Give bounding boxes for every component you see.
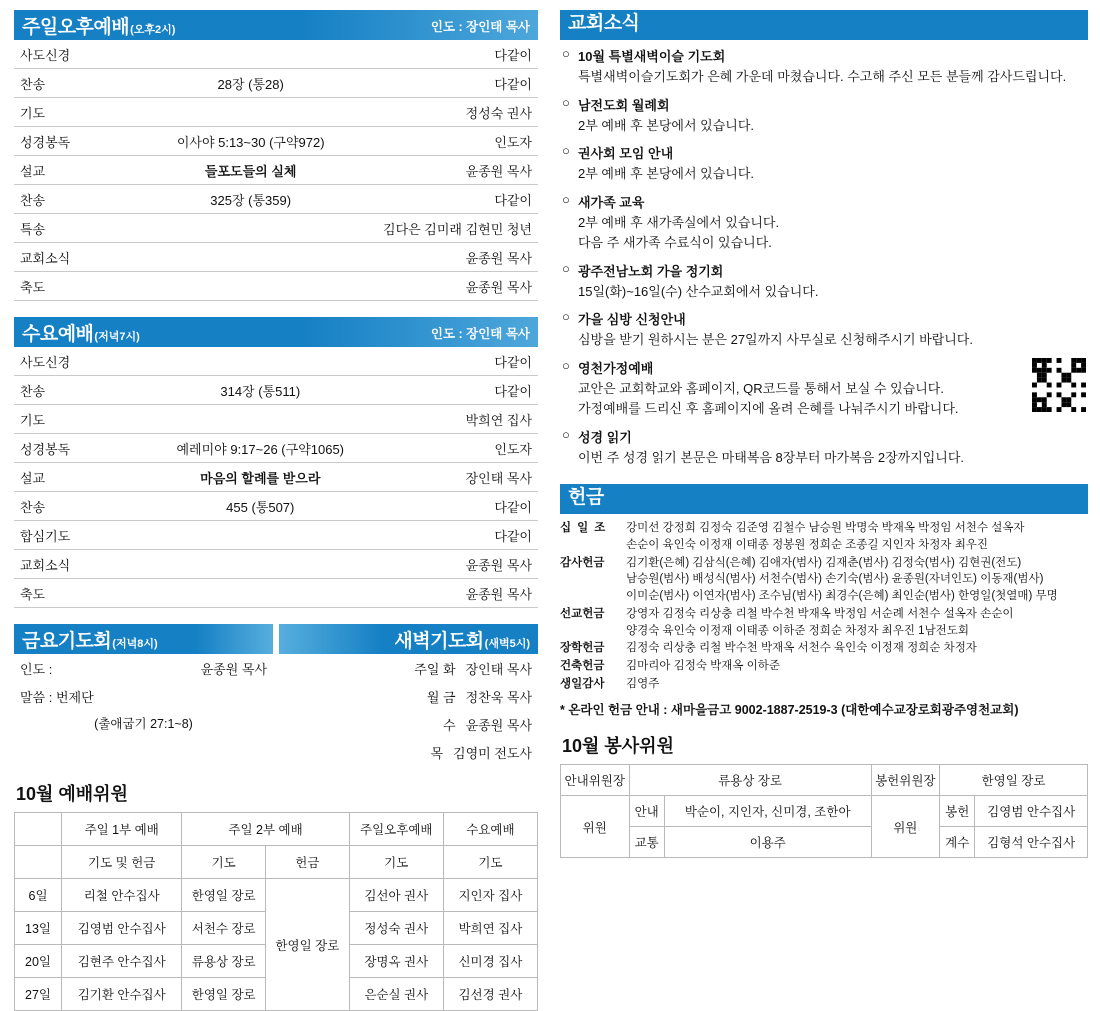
team-header-row xyxy=(561,765,1088,796)
offering-row xyxy=(560,555,1088,605)
team-header-cell: 한영일 장로 xyxy=(940,765,1088,796)
order-cell-c3: 인도자 xyxy=(391,434,538,463)
right-column xyxy=(560,10,1088,858)
offering-name-line: 이미순(범사) 이연자(범사) 조수님(범사) 최경수(은혜) 최인순(범사) 한영일(첫열매) 무명 xyxy=(626,590,1058,603)
roster-subheader-row xyxy=(15,846,538,879)
order-cell-c1: 축도 xyxy=(14,272,124,301)
order-cell-c2: 314장 (통511) xyxy=(129,376,391,405)
roster-table xyxy=(14,812,538,1011)
order-cell-c3: 다같이 xyxy=(391,521,538,550)
order-cell-c3: 인도자 xyxy=(377,127,538,156)
friday-prayer-value: 윤종원 목사 xyxy=(200,662,267,677)
order-cell-c2: 들포도들의 실체 xyxy=(124,156,377,185)
roster-row xyxy=(15,879,538,912)
friday-prayer-key: 말씀 : 번제단 xyxy=(20,690,94,705)
news-item-title: ○ 권사회 모임 안내 xyxy=(562,143,674,162)
order-cell-c2: 이사야 5:13~30 (구약972) xyxy=(124,127,377,156)
order-cell-c3: 윤종원 목사 xyxy=(377,272,538,301)
bullet-circle-icon: ○ xyxy=(562,46,570,61)
section-header-news xyxy=(560,10,1088,40)
order-row xyxy=(14,214,538,243)
order-cell-c1: 사도신경 xyxy=(14,347,129,376)
news-item xyxy=(560,95,1088,135)
offering-title: 헌금 xyxy=(568,487,604,509)
bullet-circle-icon: ○ xyxy=(562,143,570,159)
team-left-names: 박순이, 지인자, 신미경, 조한아 xyxy=(664,796,871,827)
news-item-title: ○ 가을 심방 신청안내 xyxy=(562,309,686,328)
roster-subheader-cell: 기도 xyxy=(182,846,266,879)
dawn-prayer-value: 정찬욱 목사 xyxy=(465,690,532,705)
order-cell-c2 xyxy=(124,214,377,243)
bullet-circle-icon: ○ xyxy=(562,357,570,373)
order-cell-c2 xyxy=(124,272,377,301)
team-header-cell: 안내위원장 xyxy=(561,765,630,796)
section-header-wednesday xyxy=(14,317,538,347)
order-cell-c1: 교회소식 xyxy=(14,243,124,272)
roster-wednesday-service: 지인자 집사 xyxy=(443,879,537,912)
wednesday-order-table xyxy=(14,347,538,608)
order-cell-c3: 정성숙 권사 xyxy=(377,98,538,127)
offering-name-line: 김영주 xyxy=(626,677,660,690)
order-row xyxy=(14,405,538,434)
roster-header-cell: 수요예배 xyxy=(443,813,537,846)
order-cell-c2 xyxy=(124,40,377,69)
team-right-role: 봉헌 xyxy=(940,796,975,827)
offering-name-line: 김정숙 리상충 리철 박수천 박재옥 서천수 육인숙 이정재 정희순 차정자 xyxy=(626,642,977,655)
news-title: 교회소식 xyxy=(568,13,640,34)
roster-afternoon-service: 은순실 권사 xyxy=(349,978,443,1011)
order-cell-c1: 찬송 xyxy=(14,492,129,521)
sunday-pm-title: 주일오후예배 xyxy=(22,17,130,38)
news-item-title: ○ 영천가정예배 xyxy=(562,357,654,376)
order-cell-c2 xyxy=(124,98,377,127)
dawn-prayer-row xyxy=(279,710,538,738)
order-row xyxy=(14,156,538,185)
news-item-line: 2부 예배 후 본당에서 있습니다. xyxy=(578,166,754,182)
prayer-content xyxy=(14,654,538,766)
order-row xyxy=(14,579,538,608)
order-row xyxy=(14,550,538,579)
order-cell-c3: 다같이 xyxy=(377,185,538,214)
news-item xyxy=(560,358,1088,418)
order-cell-c3: 다같이 xyxy=(391,492,538,521)
roster-header-cell xyxy=(15,813,62,846)
order-row xyxy=(14,463,538,492)
order-row xyxy=(14,434,538,463)
offering-names xyxy=(626,520,1088,553)
dawn-prayer-key: 월 금 xyxy=(426,690,456,705)
sunday-pm-leader: 인도 : 장인태 목사 xyxy=(430,20,530,34)
news-item-line: 특별새벽이슬기도회가 은혜 가운데 마쳤습니다. 수고해 주신 모든 분들께 감사드립니다. xyxy=(578,69,1067,84)
friday-prayer-time: (저녁8시) xyxy=(112,638,158,650)
order-cell-c2: 455 (통507) xyxy=(129,492,391,521)
order-cell-c1: 성경봉독 xyxy=(14,127,124,156)
team-table xyxy=(560,764,1088,858)
roster-wednesday-service: 김선경 권사 xyxy=(443,978,537,1011)
roster-header-row xyxy=(15,813,538,846)
order-cell-c1: 설교 xyxy=(14,156,124,185)
order-cell-c2: 28장 (통28) xyxy=(124,69,377,98)
dawn-prayer-row xyxy=(279,654,538,682)
friday-prayer-note: (출애굽기 27:1~8) xyxy=(94,717,193,731)
offering-category-label: 생일감사 xyxy=(560,677,605,690)
order-row xyxy=(14,69,538,98)
team-right-role: 계수 xyxy=(940,827,975,858)
friday-prayer-row xyxy=(14,682,273,710)
news-item xyxy=(560,46,1088,86)
roster-second-service-prayer: 서천수 장로 xyxy=(182,912,266,945)
order-cell-c1: 기도 xyxy=(14,98,124,127)
order-cell-c2: 예레미야 9:17~26 (구약1065) xyxy=(129,434,391,463)
friday-prayer-row xyxy=(14,654,273,682)
wednesday-title: 수요예배 xyxy=(22,324,94,345)
news-item xyxy=(560,427,1088,467)
order-row xyxy=(14,243,538,272)
order-cell-c2 xyxy=(129,550,391,579)
team-left-role: 교통 xyxy=(629,827,664,858)
order-cell-c3: 다같이 xyxy=(391,376,538,405)
offering-row xyxy=(560,640,1088,657)
order-cell-c3: 윤종원 목사 xyxy=(391,550,538,579)
news-item-title: ○ 광주전남노회 가을 정기회 xyxy=(562,260,724,279)
team-header-cell: 봉헌위원장 xyxy=(871,765,940,796)
news-item-line: 이번 주 성경 읽기 본문은 마태복음 8장부터 마가복음 2장까지입니다. xyxy=(578,449,965,465)
dawn-prayer-value: 윤종원 목사 xyxy=(465,718,532,733)
roster-afternoon-service: 장명옥 권사 xyxy=(349,945,443,978)
offering-names xyxy=(626,658,1088,675)
news-item-line: 가정예배를 드리신 후 홈페이지에 올려 은혜를 나눠주시기 바랍니다. xyxy=(578,401,959,417)
offering-name-line: 손순이 육인숙 이정재 이태종 정봉원 정희순 조종길 지인자 차정자 최우진 xyxy=(626,539,989,552)
roster-wednesday-service: 신미경 집사 xyxy=(443,945,537,978)
qr-code-icon xyxy=(1032,358,1086,412)
order-cell-c1: 교회소식 xyxy=(14,550,129,579)
roster-second-service-offering: 한영일 장로 xyxy=(266,879,350,1011)
bullet-circle-icon: ○ xyxy=(562,191,570,207)
roster-subheader-cell xyxy=(15,846,62,879)
order-cell-c3: 다같이 xyxy=(391,347,538,376)
roster-first-service: 김기환 안수집사 xyxy=(62,978,182,1011)
news-item-line: 다음 주 새가족 수료식이 있습니다. xyxy=(578,235,772,251)
team-title: 10월 봉사위원 xyxy=(562,736,674,757)
roster-first-service: 김현주 안수집사 xyxy=(62,945,182,978)
friday-prayer-title: 금요기도회 xyxy=(22,631,112,652)
dawn-prayer-key: 수 xyxy=(443,718,456,733)
team-left-role: 안내 xyxy=(629,796,664,827)
dawn-prayer-value: 장인태 목사 xyxy=(465,662,532,677)
roster-wednesday-service: 박희연 집사 xyxy=(443,912,537,945)
order-cell-c3: 다같이 xyxy=(377,40,538,69)
offering-names xyxy=(626,676,1088,693)
roster-afternoon-service: 정성숙 권사 xyxy=(349,912,443,945)
team-row xyxy=(561,827,1088,858)
team-right-member-label: 위원 xyxy=(871,796,940,858)
left-column xyxy=(14,10,538,1011)
news-list xyxy=(560,46,1088,466)
offering-category-label: 감사헌금 xyxy=(560,556,605,569)
roster-title: 10월 예배위원 xyxy=(16,784,128,804)
news-item xyxy=(560,309,1088,349)
dawn-prayer-key: 목 xyxy=(430,746,444,761)
dawn-prayer-value: 김영미 전도사 xyxy=(453,746,532,761)
order-cell-c1: 사도신경 xyxy=(14,40,124,69)
order-row xyxy=(14,347,538,376)
offering-names xyxy=(626,606,1088,639)
order-cell-c1: 찬송 xyxy=(14,376,129,405)
roster-second-service-prayer: 한영일 장로 xyxy=(182,978,266,1011)
team-right-names: 김형석 안수집사 xyxy=(975,827,1088,858)
roster-day: 6일 xyxy=(15,879,62,912)
offering-row xyxy=(560,606,1088,639)
offering-row xyxy=(560,520,1088,553)
bullet-circle-icon: ○ xyxy=(562,309,570,325)
roster-day: 13일 xyxy=(15,912,62,945)
order-row xyxy=(14,98,538,127)
roster-header-cell: 주일오후예배 xyxy=(349,813,443,846)
roster-header-cell: 주일 2부 예배 xyxy=(182,813,349,846)
offering-name-line: 강영자 김정숙 리상충 리철 박수천 박재옥 박정임 서순례 서천수 설옥자 손순이 xyxy=(626,607,1014,620)
order-cell-c2 xyxy=(129,405,391,434)
news-item-title: ○ 새가족 교육 xyxy=(562,191,645,210)
order-cell-c1: 찬송 xyxy=(14,69,124,98)
news-item-title: ○ 10월 특별새벽이슬 기도회 xyxy=(562,46,726,64)
news-item xyxy=(560,192,1088,252)
news-item-title: ○ 성경 읽기 xyxy=(562,426,632,445)
roster-day: 20일 xyxy=(15,945,62,978)
offering-names xyxy=(626,555,1088,605)
roster-afternoon-service: 김선아 권사 xyxy=(349,879,443,912)
order-cell-c2 xyxy=(124,243,377,272)
news-item-line: 심방을 받기 원하시는 분은 27일까지 사무실로 신청해주시기 바랍니다. xyxy=(578,332,973,348)
roster-day: 27일 xyxy=(15,978,62,1011)
order-row xyxy=(14,40,538,69)
order-row xyxy=(14,492,538,521)
offering-row xyxy=(560,658,1088,675)
order-row xyxy=(14,272,538,301)
wednesday-leader: 인도 : 장인태 목사 xyxy=(430,327,530,341)
offering-names xyxy=(626,640,1088,657)
news-item xyxy=(560,143,1088,183)
news-item-line: 2부 예배 후 본당에서 있습니다. xyxy=(578,117,754,133)
offering-category-label: 십일조 xyxy=(560,522,612,535)
section-header-offering xyxy=(560,484,1088,514)
team-row xyxy=(561,796,1088,827)
roster-first-service: 리철 안수집사 xyxy=(62,879,182,912)
sunday-pm-order-table xyxy=(14,40,538,301)
order-cell-c3: 윤종원 목사 xyxy=(377,243,538,272)
order-cell-c2 xyxy=(129,521,391,550)
wednesday-time: (저녁7시) xyxy=(94,331,140,343)
sunday-pm-time: (오후2시) xyxy=(130,24,176,36)
roster-subheader-cell: 기도 xyxy=(349,846,443,879)
dawn-prayer-row xyxy=(279,738,538,766)
order-cell-c1: 설교 xyxy=(14,463,129,492)
offering-name-line: 김기환(은혜) 김삼식(은혜) 김애자(범사) 김재춘(범사) 김정숙(범사) 김현권(전도) xyxy=(626,556,1022,569)
offering-category-label: 건축헌금 xyxy=(560,659,605,672)
order-cell-c2 xyxy=(129,347,391,376)
order-cell-c1: 찬송 xyxy=(14,185,124,214)
order-row xyxy=(14,185,538,214)
roster-header-cell: 주일 1부 예배 xyxy=(62,813,182,846)
roster-second-service-prayer: 한영일 장로 xyxy=(182,879,266,912)
roster-second-service-prayer: 류용상 장로 xyxy=(182,945,266,978)
news-item xyxy=(560,261,1088,301)
offering-category-label: 장학헌금 xyxy=(560,642,605,655)
order-cell-c3: 김다은 김미래 김현민 청년 xyxy=(377,214,538,243)
offering-category-label: 선교헌금 xyxy=(560,607,605,620)
team-left-names: 이용주 xyxy=(664,827,871,858)
roster-first-service: 김영범 안수집사 xyxy=(62,912,182,945)
offering-list xyxy=(560,520,1088,692)
order-row xyxy=(14,127,538,156)
team-right-names: 김영범 안수집사 xyxy=(975,796,1088,827)
bullet-circle-icon: ○ xyxy=(562,94,570,110)
order-cell-c3: 다같이 xyxy=(377,69,538,98)
bullet-circle-icon: ○ xyxy=(562,260,570,276)
order-cell-c2: 마음의 할례를 받으라 xyxy=(129,463,391,492)
offering-row xyxy=(560,676,1088,693)
section-header-dawn-prayer xyxy=(279,624,538,654)
order-cell-c2: 325장 (통359) xyxy=(124,185,377,214)
section-header-sunday-pm xyxy=(14,10,538,40)
roster-subheader-cell: 헌금 xyxy=(266,846,350,879)
order-cell-c2 xyxy=(129,579,391,608)
news-item-title: ○ 남전도회 월례회 xyxy=(562,94,670,113)
order-cell-c1: 특송 xyxy=(14,214,124,243)
offering-name-line: 남승원(범사) 배성식(범사) 서천수(범사) 손기숙(범사) 윤종원(자녀인도) 이동재(범사) xyxy=(626,573,1044,586)
friday-prayer-block xyxy=(14,654,273,766)
order-row xyxy=(14,521,538,550)
order-cell-c3: 윤종원 목사 xyxy=(391,579,538,608)
offering-name-line: 양경숙 육인숙 이정재 이태종 이하준 정희순 차정자 최우진 1남전도회 xyxy=(626,624,970,637)
roster-subheader-cell: 기도 및 헌금 xyxy=(62,846,182,879)
team-header-cell: 류용상 장로 xyxy=(629,765,871,796)
order-cell-c1: 기도 xyxy=(14,405,129,434)
offering-online-note: * 온라인 헌금 안내 : 새마을금고 9002-1887-2519-3 (대한예수교장로회광주영천교회) xyxy=(560,703,1019,718)
prayer-headers xyxy=(14,624,538,654)
offering-name-line: 김마리아 김정숙 박재옥 이하준 xyxy=(626,659,781,672)
order-cell-c3: 윤종원 목사 xyxy=(377,156,538,185)
news-item-line: 2부 예배 후 새가족실에서 있습니다. xyxy=(578,214,780,230)
dawn-prayer-title: 새벽기도회 xyxy=(394,631,484,652)
friday-prayer-key: 인도 : xyxy=(20,662,53,677)
order-cell-c3: 박희연 집사 xyxy=(391,405,538,434)
section-header-friday-prayer xyxy=(14,624,273,654)
bullet-circle-icon: ○ xyxy=(562,426,570,442)
dawn-prayer-key: 주일 화 xyxy=(414,662,456,677)
order-cell-c1: 축도 xyxy=(14,579,129,608)
order-row xyxy=(14,376,538,405)
dawn-prayer-row xyxy=(279,682,538,710)
dawn-prayer-time: (새벽5시) xyxy=(484,638,530,650)
order-cell-c3: 장인태 목사 xyxy=(391,463,538,492)
offering-name-line: 강미선 강정희 김정숙 김준영 김철수 남승원 박명숙 박재옥 박정임 서천수 설옥자 xyxy=(626,522,1025,535)
roster-subheader-cell: 기도 xyxy=(443,846,537,879)
order-cell-c1: 성경봉독 xyxy=(14,434,129,463)
news-item-line: 교안은 교회학교와 홈페이지, QR코드를 통해서 보실 수 있습니다. xyxy=(578,380,944,396)
team-left-member-label: 위원 xyxy=(561,796,630,858)
news-item-line: 15일(화)~16일(수) 산수교회에서 있습니다. xyxy=(578,283,819,299)
order-cell-c1: 합심기도 xyxy=(14,521,129,550)
dawn-prayer-block xyxy=(279,654,538,766)
